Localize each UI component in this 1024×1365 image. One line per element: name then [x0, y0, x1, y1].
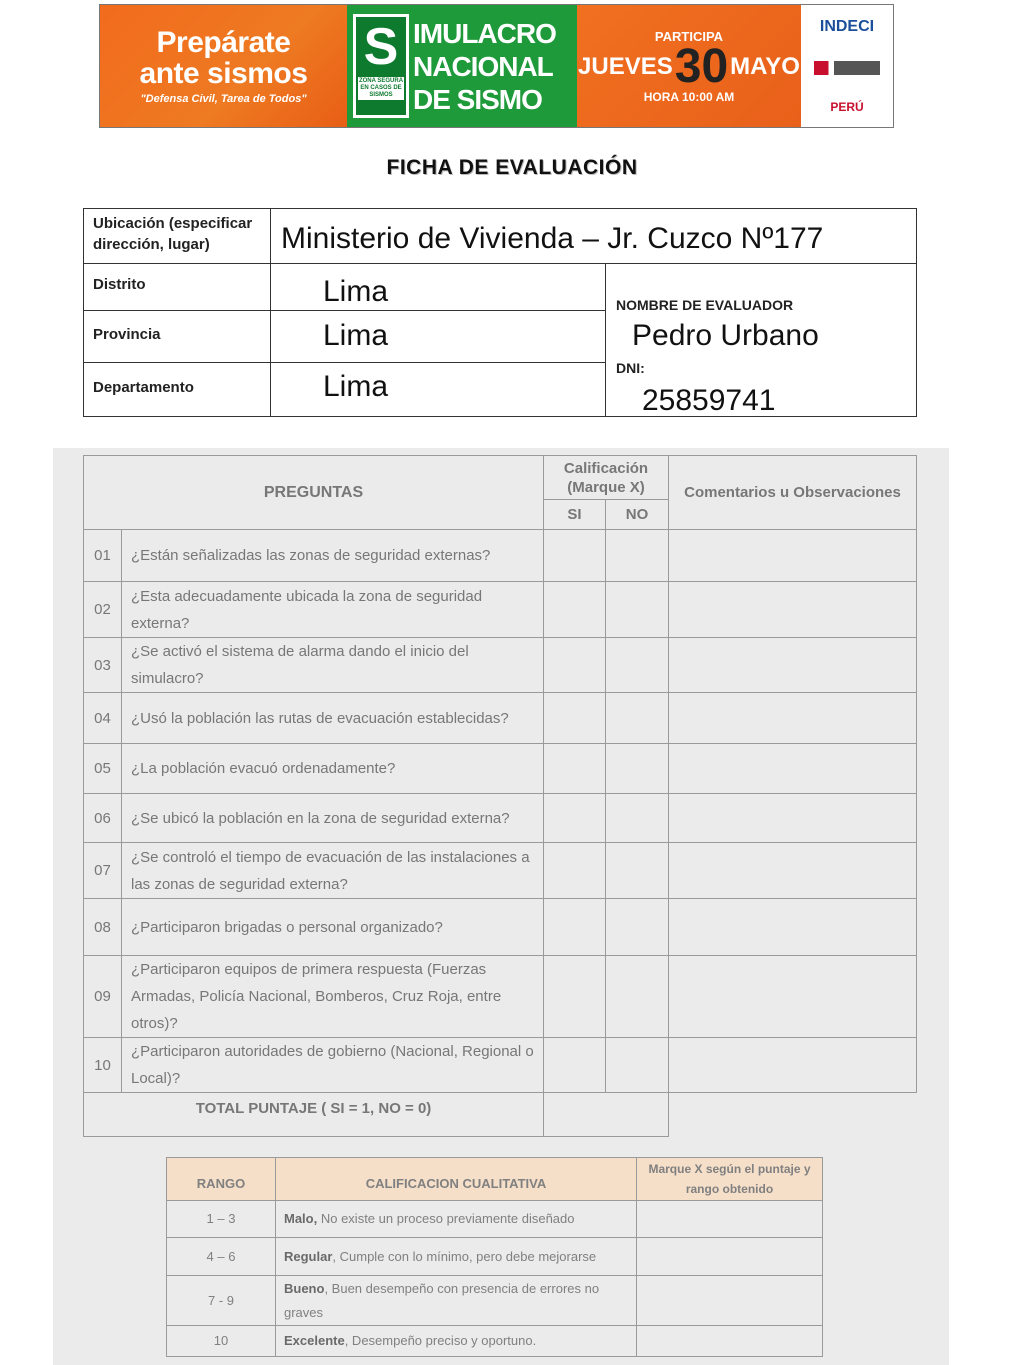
si-checkbox-cell[interactable]: [544, 744, 606, 794]
header-marque: Marque X según el puntaje y rango obtenido: [637, 1158, 823, 1201]
safe-zone-icon: S ZONA SEGURA EN CASOS DE SISMOS: [353, 14, 409, 118]
no-checkbox-cell[interactable]: [606, 843, 669, 899]
header-rango: RANGO: [167, 1158, 276, 1201]
si-checkbox-cell[interactable]: [544, 899, 606, 956]
question-number: 08: [84, 899, 122, 956]
dni-value: 25859741: [642, 384, 776, 417]
range-mark-cell[interactable]: [637, 1238, 823, 1276]
comment-cell[interactable]: [669, 794, 917, 843]
range-mark-cell[interactable]: [637, 1201, 823, 1238]
header-preguntas: PREGUNTAS: [84, 456, 544, 530]
questions-table: [83, 455, 917, 1137]
question-number: 09: [84, 956, 122, 1038]
range-mark-cell[interactable]: [637, 1276, 823, 1326]
banner-date-section: [577, 5, 801, 127]
banner-weekday: JUEVES: [578, 52, 673, 80]
divider: [605, 263, 606, 416]
question-text: ¿Participaron brigadas o personal organizado?: [122, 899, 544, 956]
banner-day: 30: [674, 39, 729, 93]
banner-month: MAYO: [730, 52, 800, 80]
question-number: 07: [84, 843, 122, 899]
total-row: [84, 1093, 917, 1137]
question-text: ¿Participaron autoridades de gobierno (Nacional, Regional o Local)?: [122, 1038, 544, 1093]
range-mark-cell[interactable]: [637, 1326, 823, 1357]
banner-simulacro-section: [347, 5, 577, 127]
question-number: 04: [84, 693, 122, 744]
header-calificacion: Calificación (Marque X): [544, 456, 669, 500]
ubicacion-label: Ubicación (especificar dirección, lugar): [93, 215, 253, 253]
no-checkbox-cell[interactable]: [606, 794, 669, 843]
table-row: [84, 794, 917, 843]
divider: [84, 263, 916, 264]
si-checkbox-cell[interactable]: [544, 794, 606, 843]
banner-headline-1: Prepárate: [156, 26, 291, 59]
table-row: [167, 1201, 823, 1238]
range-description: Regular, Cumple con lo mínimo, pero debe mejorarse: [276, 1238, 637, 1276]
banner-slogan: "Defensa Civil, Tarea de Todos": [140, 93, 307, 105]
no-checkbox-cell[interactable]: [606, 899, 669, 956]
banner-time: HORA 10:00 AM: [643, 89, 735, 104]
table-row: [167, 1238, 823, 1276]
departamento-label: Departamento: [93, 379, 194, 396]
dni-label: DNI:: [616, 360, 645, 376]
comment-cell[interactable]: [669, 1038, 917, 1093]
indeci-logo: INDECI: [819, 17, 875, 35]
comment-cell[interactable]: [669, 582, 917, 638]
question-text: ¿Están señalizadas las zonas de seguridad externas?: [122, 530, 544, 582]
si-checkbox-cell[interactable]: [544, 1038, 606, 1093]
distrito-value: Lima: [323, 275, 389, 308]
no-checkbox-cell[interactable]: [606, 693, 669, 744]
location-info-table: [83, 208, 917, 417]
divider: [270, 209, 271, 416]
no-checkbox-cell[interactable]: [606, 582, 669, 638]
comment-cell[interactable]: [669, 956, 917, 1038]
comment-cell[interactable]: [669, 693, 917, 744]
event-banner: [99, 4, 894, 128]
divider: [84, 362, 605, 363]
range-table: [166, 1157, 823, 1357]
table-row: [84, 638, 917, 693]
banner-simulacro-title: IMULACRO NACIONAL DE SISMO: [413, 17, 556, 115]
question-number: 01: [84, 530, 122, 582]
comment-cell[interactable]: [669, 530, 917, 582]
no-checkbox-cell[interactable]: [606, 744, 669, 794]
banner-participa: PARTICIPA: [654, 28, 724, 44]
question-number: 03: [84, 638, 122, 693]
table-row: [84, 843, 917, 899]
table-row: [84, 693, 917, 744]
peru-logo: PERÚ: [830, 100, 864, 115]
range-description: Excelente, Desempeño preciso y oportuno.: [276, 1326, 637, 1357]
question-number: 10: [84, 1038, 122, 1093]
header-no: NO: [606, 500, 669, 530]
evaluador-value: Pedro Urbano: [632, 319, 819, 352]
question-number: 06: [84, 794, 122, 843]
header-comentarios: Comentarios u Observaciones: [669, 456, 917, 530]
table-row: [167, 1326, 823, 1357]
evaluador-label: NOMBRE DE EVALUADOR: [616, 297, 794, 313]
range-value: 1 – 3: [167, 1201, 276, 1238]
table-row: [84, 530, 917, 582]
table-row: [84, 744, 917, 794]
question-text: ¿Participaron equipos de primera respuesta (Fuerzas Armadas, Policía Nacional, Bomberos, Cruz Roja, entre otros)?: [122, 956, 544, 1038]
no-checkbox-cell[interactable]: [606, 1038, 669, 1093]
si-checkbox-cell[interactable]: [544, 638, 606, 693]
table-row: [84, 899, 917, 956]
range-value: 7 - 9: [167, 1276, 276, 1326]
banner-headline-2: ante sismos: [139, 57, 308, 90]
banner-logos: [801, 5, 893, 127]
comment-cell[interactable]: [669, 899, 917, 956]
si-checkbox-cell[interactable]: [544, 843, 606, 899]
provincia-value: Lima: [323, 319, 389, 352]
range-description: Bueno, Buen desempeño con presencia de errores no graves: [276, 1276, 637, 1326]
distrito-label: Distrito: [93, 276, 146, 293]
comment-cell[interactable]: [669, 744, 917, 794]
si-checkbox-cell[interactable]: [544, 693, 606, 744]
range-value: 4 – 6: [167, 1238, 276, 1276]
comment-cell[interactable]: [669, 638, 917, 693]
question-text: ¿Usó la población las rutas de evacuación establecidas?: [122, 693, 544, 744]
no-checkbox-cell[interactable]: [606, 530, 669, 582]
ubicacion-value: Ministerio de Vivienda – Jr. Cuzco Nº177: [281, 222, 824, 255]
si-checkbox-cell[interactable]: [544, 582, 606, 638]
question-number: 02: [84, 582, 122, 638]
banner-prepare-section: [100, 5, 347, 127]
question-number: 05: [84, 744, 122, 794]
table-row: [84, 956, 917, 1038]
divider: [84, 310, 605, 311]
question-text: ¿Se ubicó la población en la zona de seguridad externa?: [122, 794, 544, 843]
page-title: FICHA DE EVALUACIÓN: [386, 156, 638, 179]
question-text: ¿La población evacuó ordenadamente?: [122, 744, 544, 794]
question-text: ¿Esta adecuadamente ubicada la zona de seguridad externa?: [122, 582, 544, 638]
range-value: 10: [167, 1326, 276, 1357]
no-checkbox-cell[interactable]: [606, 956, 669, 1038]
si-checkbox-cell[interactable]: [544, 956, 606, 1038]
total-label: TOTAL PUNTAJE ( SI = 1, NO = 0): [84, 1093, 544, 1137]
question-text: ¿Se activó el sistema de alarma dando el inicio del simulacro?: [122, 638, 544, 693]
table-row: [167, 1276, 823, 1326]
departamento-value: Lima: [323, 370, 389, 403]
government-logo: [814, 61, 880, 75]
header-calificacion-cualitativa: CALIFICACION CUALITATIVA: [276, 1158, 637, 1201]
comment-cell[interactable]: [669, 843, 917, 899]
table-row: [84, 1038, 917, 1093]
no-checkbox-cell[interactable]: [606, 638, 669, 693]
range-description: Malo, No existe un proceso previamente diseñado: [276, 1201, 637, 1238]
total-score-cell[interactable]: [544, 1093, 669, 1137]
table-row: [84, 582, 917, 638]
question-text: ¿Se controló el tiempo de evacuación de las instalaciones a las zonas de seguridad externa?: [122, 843, 544, 899]
header-si: SI: [544, 500, 606, 530]
provincia-label: Provincia: [93, 326, 161, 343]
si-checkbox-cell[interactable]: [544, 530, 606, 582]
